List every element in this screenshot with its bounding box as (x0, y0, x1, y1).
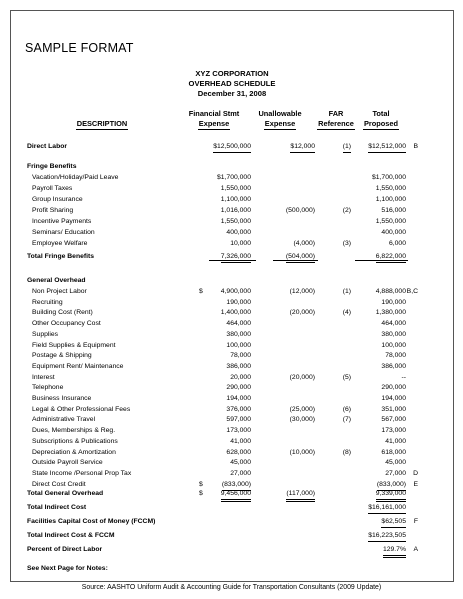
fringe-item-fin: 1,016,000 (220, 207, 251, 214)
overhead-item-label: Supplies (32, 330, 59, 338)
overhead-item-total: 380,000 (381, 330, 406, 338)
summary-row (11, 544, 453, 555)
overhead-item-fin: 173,000 (226, 427, 251, 435)
direct-labor-row (11, 141, 453, 152)
fringe-item-label: Employee Welfare (32, 240, 88, 247)
fringe-item-total: 1,100,000 (375, 196, 406, 203)
summary-row (11, 530, 453, 541)
overhead-item-row (11, 404, 453, 415)
fringe-item-unal: (4,000) (293, 240, 315, 247)
fringe-item-label: Profit Sharing (32, 207, 74, 214)
fringe-total-row: Total Fringe Benefits 7,326,000 (504,000) 6,822,000 (11, 251, 453, 262)
overhead-item-label: Outside Payroll Service (32, 459, 103, 467)
overhead-item-row (11, 297, 453, 308)
fringe-item-unal: (500,000) (285, 207, 315, 214)
overhead-item-fin: 45,000 (230, 459, 251, 467)
overhead-item-row (11, 457, 453, 468)
fringe-item-fin: 10,000 (230, 240, 251, 247)
overhead-item-label: Equipment Rent/ Maintenance (32, 362, 124, 370)
overhead-item-row (11, 382, 453, 393)
fringe-item-far: (2) (342, 207, 351, 214)
summary-row (11, 502, 453, 513)
overhead-total-row: Total General Overhead $ 9,456,000 (117,000) 9,339,000 (11, 488, 453, 499)
overhead-item-unal: (10,000) (289, 448, 315, 456)
summary-label: Total Indirect Cost & FCCM (27, 532, 115, 539)
overhead-item-total: 190,000 (381, 298, 406, 306)
overhead-item-fin: 190,000 (226, 298, 251, 306)
overhead-item-far: (5) (342, 373, 351, 381)
overhead-item-row (11, 286, 453, 297)
direct-labor-note: B (413, 143, 418, 150)
overhead-item-total: 173,000 (381, 427, 406, 435)
overhead-item-row (11, 468, 453, 479)
overhead-item-total: 41,000 (385, 437, 406, 445)
fringe-item-total: 6,000 (388, 240, 406, 247)
summary-row (11, 516, 453, 527)
fringe-item-label: Payroll Taxes (32, 185, 73, 192)
overhead-item-label: Telephone (32, 384, 64, 392)
fringe-item-fin: 1,100,000 (220, 196, 251, 203)
fringe-item-label: Vacation/Holiday/Paid Leave (32, 174, 119, 181)
overhead-item-row (11, 425, 453, 436)
overhead-item-fin: 1,400,000 (220, 309, 251, 317)
fringe-item-row (11, 238, 453, 249)
overhead-item-label: Business Insurance (32, 395, 92, 402)
overhead-item-fin: 376,000 (226, 405, 251, 413)
overhead-item-total: 351,000 (381, 405, 406, 413)
fringe-item-row (11, 172, 453, 183)
overhead-item-total: 1,380,000 (375, 309, 406, 317)
overhead-item-fin: 194,000 (226, 395, 251, 402)
overhead-item-fin: 100,000 (226, 341, 251, 349)
overhead-item-note: E (413, 480, 418, 488)
overhead-item-row (11, 307, 453, 318)
fringe-item-fin: 1,550,000 (220, 185, 251, 192)
overhead-item-total: 194,000 (381, 395, 406, 402)
overhead-item-total: 78,000 (385, 352, 406, 360)
summary-total: $16,161,000 (368, 502, 406, 514)
fringe-item-total: 400,000 (381, 229, 406, 236)
fringe-item-fin: $1,700,000 (216, 174, 251, 181)
overhead-item-total: 464,000 (381, 320, 406, 328)
fringe-item-row (11, 205, 453, 216)
fringe-item-label: Group Insurance (32, 196, 83, 203)
direct-labor-label: Direct Labor (27, 143, 68, 150)
fringe-item-row (11, 216, 453, 227)
overhead-item-row (11, 447, 453, 458)
overhead-item-unal: (30,000) (289, 416, 315, 424)
fringe-item-far: (3) (342, 240, 351, 247)
overhead-item-row (11, 393, 453, 404)
overhead-item-label: Direct Cost Credit (32, 480, 86, 488)
overhead-item-label: Administrative Travel (32, 416, 96, 424)
overhead-item-dollar: $ (199, 480, 203, 488)
overhead-item-unal: (20,000) (289, 373, 315, 381)
overhead-item-row (11, 318, 453, 329)
overhead-item-fin: 290,000 (226, 384, 251, 392)
overhead-item-note: D (413, 469, 418, 477)
overhead-item-label: Postage & Shipping (32, 352, 92, 360)
overhead-item-unal: (12,000) (289, 288, 315, 295)
fringe-heading: Fringe Benefits (27, 163, 77, 170)
summary-label: Facilities Capital Cost of Money (FCCM) (27, 518, 156, 525)
overhead-item-label: Building Cost (Rent) (32, 309, 93, 317)
overhead-item-fin: 4,900,000 (220, 288, 251, 295)
fringe-item-label: Seminars/ Education (32, 229, 95, 236)
overhead-item-far: (4) (342, 309, 351, 317)
overhead-item-total: 567,000 (381, 416, 406, 424)
overhead-item-label: Non Project Labor (32, 288, 87, 295)
overhead-item-row (11, 361, 453, 372)
overhead-item-label: Legal & Other Professional Fees (32, 405, 131, 413)
overhead-item-unal: (20,000) (289, 309, 315, 317)
overhead-heading: General Overhead (27, 277, 86, 284)
see-next-page-note: See Next Page for Notes: (27, 565, 108, 572)
fringe-item-total: 516,000 (381, 207, 406, 214)
overhead-item-label: Depreciation & Amortization (32, 448, 116, 456)
overhead-item-label: Other Occupancy Cost (32, 320, 101, 328)
overhead-item-row (11, 329, 453, 340)
overhead-item-total: 45,000 (385, 459, 406, 467)
source-citation: Source: AASHTO Uniform Audit & Accounting Guide for Transportation Consultants (2009 Update) (81, 584, 382, 591)
fringe-item-total: 1,550,000 (375, 218, 406, 225)
schedule-title: OVERHEAD SCHEDULE (188, 79, 276, 88)
overhead-item-far: (7) (342, 416, 351, 424)
direct-labor-fin: $12,500,000 (213, 141, 251, 153)
overhead-item-total: 386,000 (381, 362, 406, 370)
overhead-item-total: 27,000 (385, 469, 406, 477)
company-name: XYZ CORPORATION (195, 69, 269, 78)
overhead-item-row (11, 350, 453, 361)
overhead-item-row (11, 436, 453, 447)
overhead-item-far: (8) (342, 448, 351, 456)
overhead-item-total: 290,000 (381, 384, 406, 392)
financial-stmt-header: Financial Stmt Expense (188, 109, 240, 128)
overhead-item-label: Interest (32, 373, 55, 381)
overhead-item-total: 4,888,000 (375, 288, 406, 295)
direct-labor-far: (1) (343, 141, 351, 153)
summary-total: $62,505 (381, 516, 406, 528)
overhead-item-fin: 41,000 (230, 437, 251, 445)
overhead-item-dollar: $ (199, 288, 203, 295)
description-header: DESCRIPTION (76, 119, 128, 128)
sample-format-title: SAMPLE FORMAT (25, 41, 134, 55)
overhead-item-fin: 386,000 (226, 362, 251, 370)
summary-note: A (413, 546, 418, 553)
fringe-item-total: $1,700,000 (371, 174, 406, 181)
direct-labor-unal: $12,000 (290, 141, 315, 153)
overhead-item-label: Subscriptions & Publications (32, 437, 118, 445)
overhead-item-row (11, 372, 453, 383)
fringe-item-row (11, 194, 453, 205)
overhead-item-fin: 464,000 (226, 320, 251, 328)
summary-label: Percent of Direct Labor (27, 546, 103, 553)
overhead-item-fin: 20,000 (230, 373, 251, 381)
overhead-item-label: Field Supplies & Equipment (32, 341, 116, 349)
overhead-item-label: Dues, Memberships & Reg. (32, 427, 116, 435)
summary-note: F (413, 518, 418, 525)
summary-label: Total Indirect Cost (27, 504, 87, 511)
summary-total: $16,223,505 (368, 530, 406, 542)
fringe-item-fin: 1,550,000 (220, 218, 251, 225)
fringe-item-row (11, 183, 453, 194)
overhead-item-total: (833,000) (377, 479, 406, 491)
fringe-item-label: Incentive Payments (32, 218, 92, 225)
total-proposed-header: Total Proposed (363, 109, 399, 128)
overhead-item-fin: 628,000 (226, 448, 251, 456)
schedule-date: December 31, 2008 (197, 89, 267, 98)
far-header: FAR Reference (318, 109, 354, 128)
overhead-schedule-page (10, 10, 454, 582)
overhead-item-fin: 78,000 (230, 352, 251, 360)
overhead-item-far: (1) (342, 288, 351, 295)
overhead-item-far: (6) (342, 405, 351, 413)
overhead-item-unal: (25,000) (289, 405, 315, 413)
direct-labor-total: $12,512,000 (368, 141, 406, 153)
fringe-item-row (11, 227, 453, 238)
summary-total: 129.7% (383, 544, 406, 558)
overhead-item-fin: 597,000 (226, 416, 251, 424)
overhead-item-fin: 380,000 (226, 330, 251, 338)
overhead-item-label: Recruiting (32, 298, 63, 306)
fringe-item-total: 1,550,000 (375, 185, 406, 192)
overhead-item-fin: (833,000) (222, 479, 251, 491)
overhead-item-note: B,C (406, 288, 418, 295)
overhead-item-total: 618,000 (381, 448, 406, 456)
overhead-item-total: -- (401, 373, 406, 381)
overhead-item-label: State Income /Personal Prop Tax (32, 469, 132, 477)
overhead-item-row (11, 414, 453, 425)
overhead-item-fin: 27,000 (230, 469, 251, 477)
overhead-item-row (11, 340, 453, 351)
unallowable-header: Unallowable Expense (258, 109, 302, 128)
fringe-item-fin: 400,000 (226, 229, 251, 236)
overhead-item-total: 100,000 (381, 341, 406, 349)
